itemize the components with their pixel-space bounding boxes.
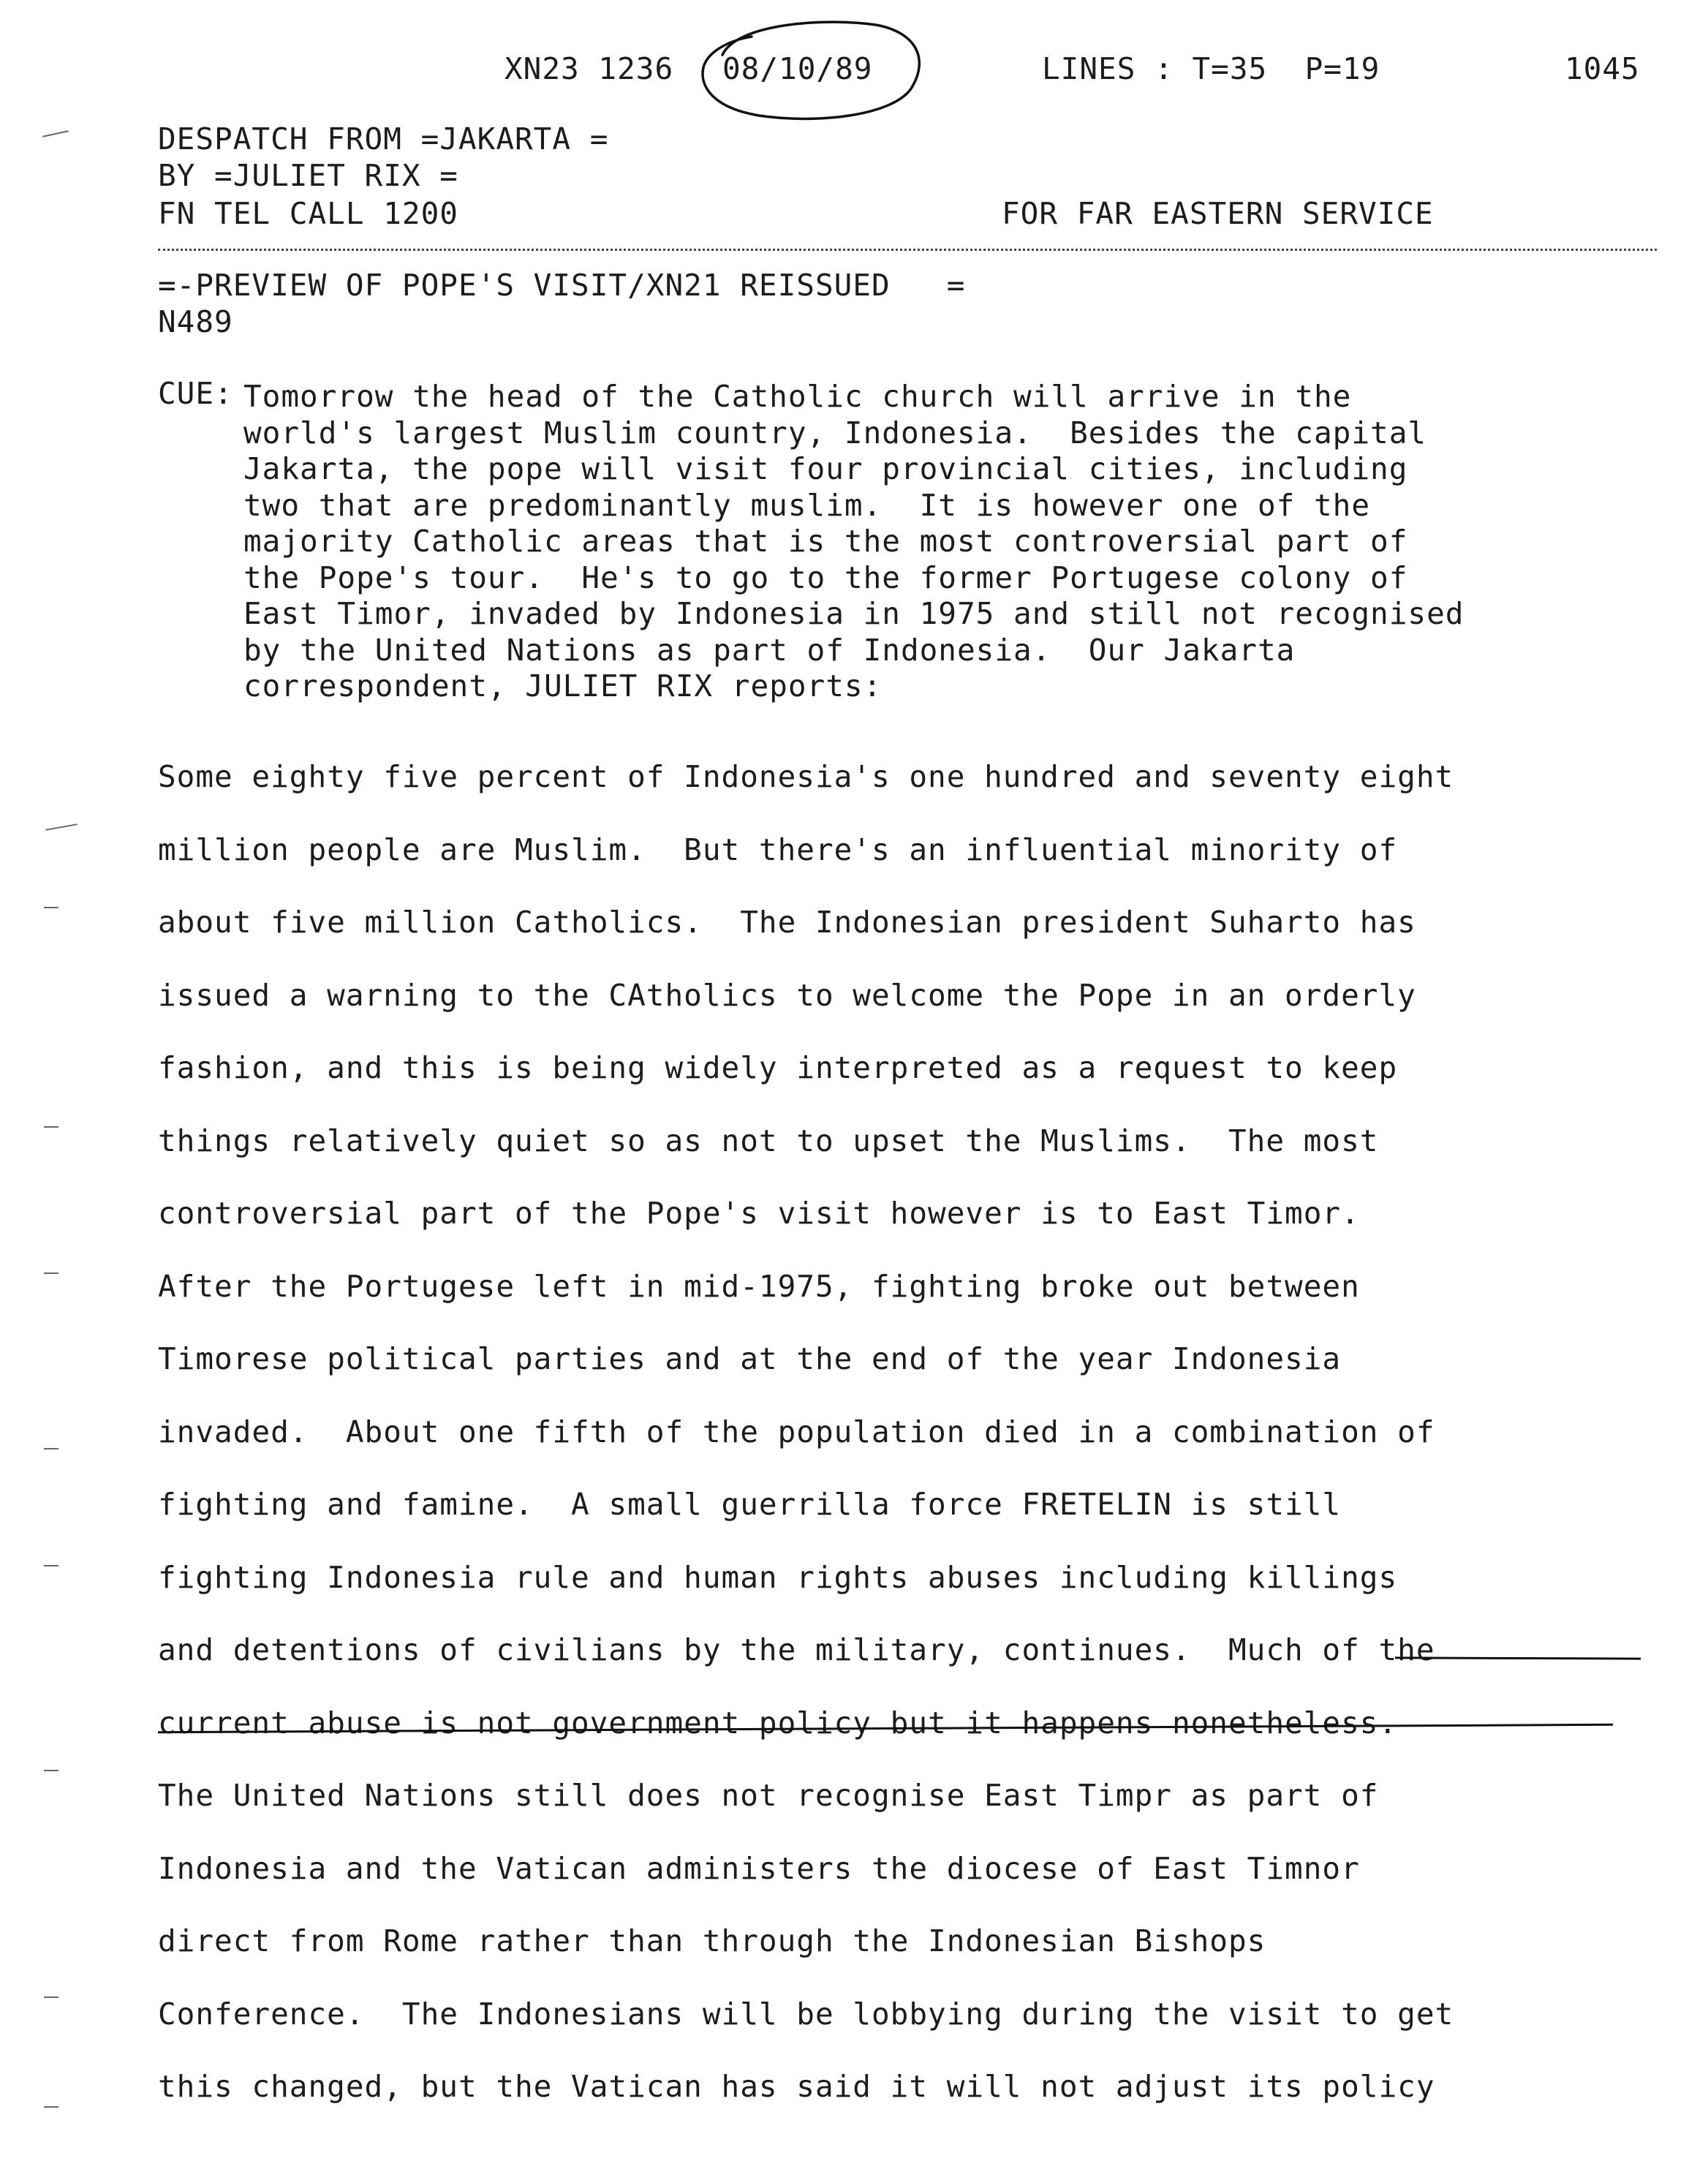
wire-slug: XN23 1236 — [505, 51, 674, 86]
margin-mark — [44, 1448, 58, 1449]
byline: BY =JULIET RIX = — [158, 158, 458, 193]
margin-mark — [44, 1126, 58, 1128]
story-code: N489 — [158, 304, 233, 339]
margin-mark — [44, 1770, 58, 1771]
line-count: LINES : T=35 P=19 — [1042, 51, 1380, 86]
margin-mark — [44, 907, 58, 908]
margin-mark — [44, 1996, 58, 1998]
margin-mark — [44, 1565, 58, 1566]
story-body: Some eighty five percent of Indonesia's one hundred and seventy eight million people are Muslim. But there's an influential minority of about five million Catholics. The Indonesian president Suharto has issued a warning to the CAtholics to welcome the Pope in an orderly fashion, and this is being widely interpreted as a request to keep things relatively quiet so as not to upset the Muslims. The most controversial part of the Pope's visit however is to East Timor. After the Portugese left in mid-1975, fighting broke out between Timorese political parties and at the end of the year Indonesia invaded. About one fifth of the population died in a combination of fighting and famine. A small guerrilla force FRETELIN is still fighting Indonesia rule and human rights abuses including killings and detentions of civilians by the military, continues. Much of the current abuse is not government policy but it happens nonetheless. The United Nations still does not recognise East Timpr as part of Indonesia and the Vatican administers the diocese of East Timnor direct from Rome rather than through the Indonesian Bishops Conference. The Indonesians will be lobbying during the visit to get this changed, but the Vatican has said it will not adjust its policy — [158, 759, 1454, 2104]
story-title: =-PREVIEW OF POPE'S VISIT/XN21 REISSUED = — [158, 268, 966, 303]
cue-text: Tomorrow the head of the Catholic church will arrive in the world's largest Muslim country, Indonesia. Besides the capital Jakarta, the pope will visit four provincial cities, including two that are predominantly muslim. It is however one of the majority Catholic areas that is the most controversial part of the Pope's tour. He's to go to the former Portugese colony of East Timor, invaded by Indonesia in 1975 and still not recognised by the United Nations as part of Indonesia. Our Jakarta correspondent, JULIET RIX reports: — [243, 379, 1465, 704]
margin-mark — [45, 823, 78, 831]
handwritten-circle-icon — [693, 15, 929, 124]
dispatch-origin: DESPATCH FROM =JAKARTA = — [158, 121, 609, 157]
margin-mark — [44, 1272, 58, 1274]
margin-mark — [44, 2106, 58, 2108]
tel-call: FN TEL CALL 1200 — [158, 196, 458, 231]
dotted-divider — [158, 249, 1657, 251]
page-number: 1045 — [1565, 51, 1640, 86]
dispatch-date: 08/10/89 — [722, 51, 873, 86]
service-label: FOR FAR EASTERN SERVICE — [1002, 196, 1434, 231]
margin-mark — [42, 130, 69, 137]
cue-label: CUE: — [158, 376, 233, 411]
